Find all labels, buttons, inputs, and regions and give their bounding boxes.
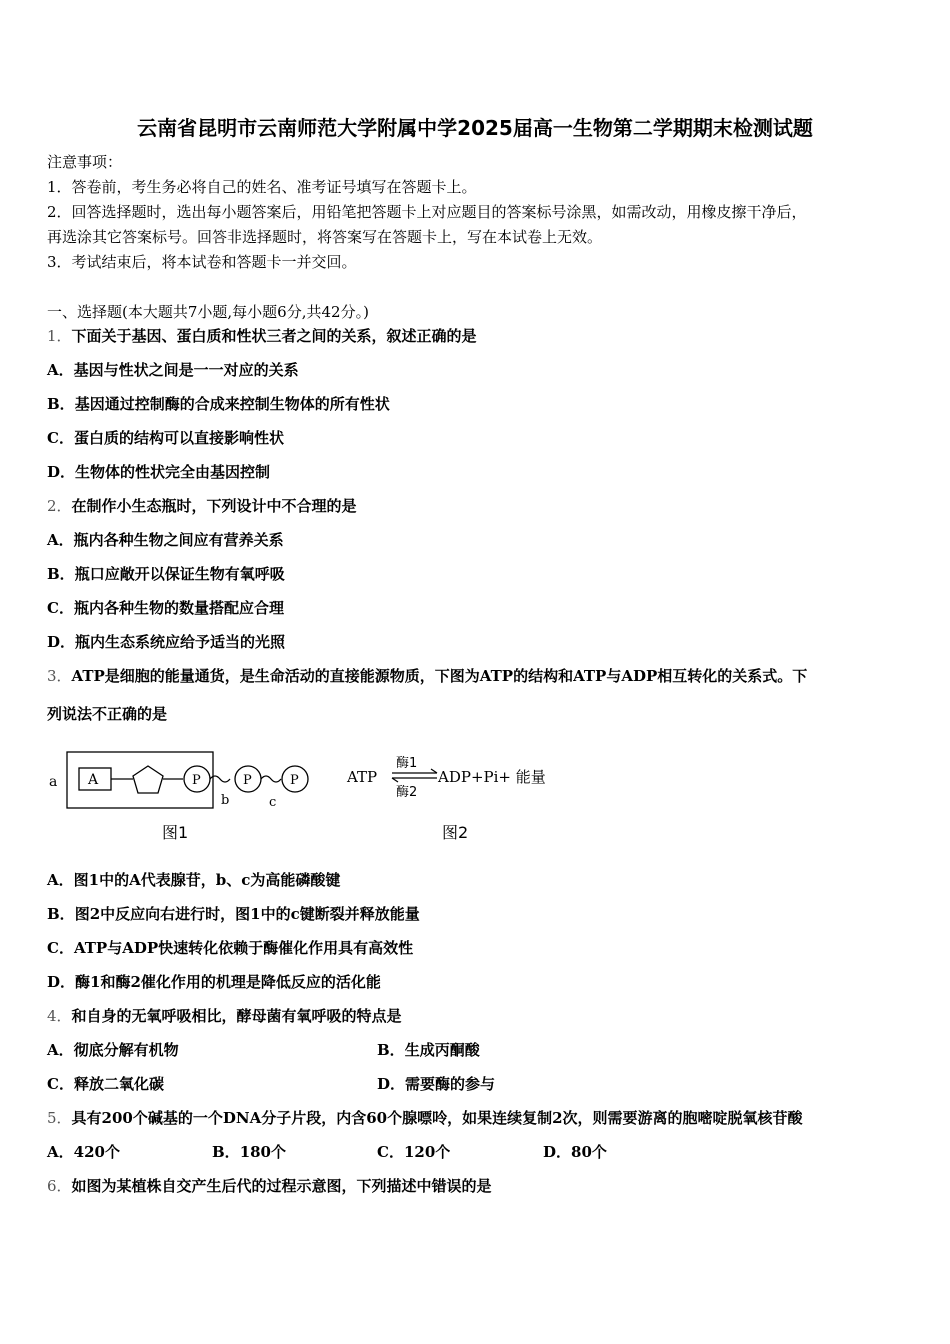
option: B．180个 bbox=[212, 1143, 286, 1161]
question-1 bbox=[47, 326, 477, 346]
label-b: b bbox=[221, 793, 230, 808]
option: A．瓶内各种生物之间应有营养关系 bbox=[47, 531, 284, 549]
option: A．图1中的A代表腺苷，b、c为高能磷酸键 bbox=[47, 871, 341, 889]
ribose-pentagon bbox=[133, 766, 163, 793]
label-c: c bbox=[269, 795, 277, 810]
notice-item: 再选涂其它答案标号。回答非选择题时，将答案写在答题卡上，写在本试卷上无效。 bbox=[47, 228, 603, 246]
enzyme-2: 酶2 bbox=[396, 785, 418, 800]
option: A．彻底分解有机物 bbox=[47, 1041, 179, 1059]
option: D．瓶内生态系统应给予适当的光照 bbox=[47, 633, 286, 651]
question-number: 1． bbox=[47, 327, 72, 345]
adenine-label: A bbox=[88, 772, 99, 788]
svg-text:P: P bbox=[243, 773, 252, 788]
svg-text:P: P bbox=[290, 773, 299, 788]
fig2-caption: 图2 bbox=[442, 823, 469, 842]
svg-text:P: P bbox=[192, 773, 201, 788]
option: D．生物体的性状完全由基因控制 bbox=[47, 463, 271, 481]
option: C．120个 bbox=[377, 1143, 451, 1161]
option: B．生成丙酮酸 bbox=[377, 1041, 480, 1059]
notice-item: 3．考试结束后，将本试卷和答题卡一并交回。 bbox=[47, 253, 357, 271]
option: C．释放二氧化碳 bbox=[47, 1075, 164, 1093]
question-4: 4．和自身的无氧呼吸相比，酵母菌有氧呼吸的特点是 bbox=[47, 1007, 402, 1025]
eq-adp: ADP+Pi+ 能量 bbox=[438, 768, 546, 786]
question-stem: 下面关于基因、蛋白质和性状三者之间的关系，叙述正确的是 bbox=[71, 327, 477, 345]
label-a: a bbox=[49, 774, 58, 790]
option: B．瓶口应敞开以保证生物有氧呼吸 bbox=[47, 565, 285, 583]
atp-figure bbox=[47, 748, 567, 848]
option: D．需要酶的参与 bbox=[377, 1075, 496, 1093]
option: C．瓶内各种生物的数量搭配应合理 bbox=[47, 599, 284, 617]
option: D．80个 bbox=[543, 1143, 607, 1161]
question-3-cont: 列说法不正确的是 bbox=[47, 705, 168, 723]
option: B．基因通过控制酶的合成来控制生物体的所有性状 bbox=[47, 395, 390, 413]
option: D．酶1和酶2催化作用的机理是降低反应的活化能 bbox=[47, 973, 381, 991]
question-5: 5．具有200个碱基的一个DNA分子片段，内含60个腺嘌呤，如果连续复制2次，则需要游离的胞嘧啶脱氧核苷酸 bbox=[47, 1109, 803, 1127]
option: B．图2中反应向右进行时，图1中的c键断裂并释放能量 bbox=[47, 905, 420, 923]
page-title: 云南省昆明市云南师范大学附属中学2025届高一生物第二学期期末检测试题 bbox=[137, 116, 813, 140]
question-6: 6．如图为某植株自交产生后代的过程示意图，下列描述中错误的是 bbox=[47, 1177, 492, 1195]
notice-item: 2．回答选择题时，选出每小题答案后，用铅笔把答题卡上对应题目的答案标号涂黑，如需改动，用橡皮擦干净后， bbox=[47, 203, 807, 221]
fig1-caption: 图1 bbox=[162, 823, 189, 842]
option: C．ATP与ADP快速转化依赖于酶催化作用具有高效性 bbox=[47, 939, 414, 957]
option: A．420个 bbox=[47, 1143, 120, 1161]
notice-item: 1．答卷前，考生务必将自己的姓名、准考证号填写在答题卡上。 bbox=[47, 178, 477, 196]
option: C．蛋白质的结构可以直接影响性状 bbox=[47, 429, 284, 447]
question-2: 2．在制作小生态瓶时，下列设计中不合理的是 bbox=[47, 497, 357, 515]
notice-heading: 注意事项： bbox=[47, 153, 123, 171]
eq-atp: ATP bbox=[347, 768, 378, 786]
question-3: 3．ATP是细胞的能量通货，是生命活动的直接能源物质，下图为ATP的结构和ATP与ADP相互转化的关系式。下 bbox=[47, 667, 808, 685]
bond-c bbox=[261, 776, 281, 782]
option: A．基因与性状之间是一一对应的关系 bbox=[47, 361, 299, 379]
enzyme-1: 酶1 bbox=[396, 756, 418, 771]
section-heading: 一、选择题(本大题共7小题,每小题6分,共42分。) bbox=[47, 303, 369, 321]
